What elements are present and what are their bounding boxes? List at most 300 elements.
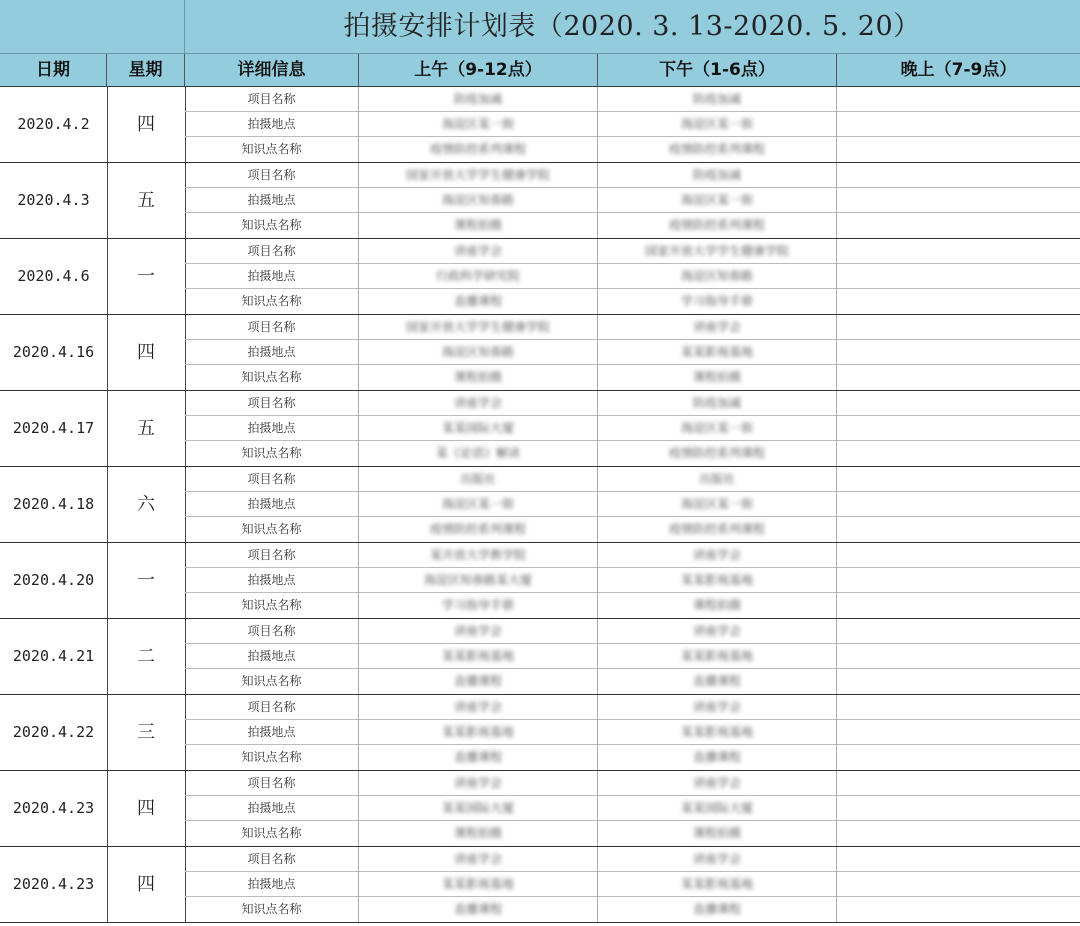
- date-cell[interactable]: 2020.4.23: [0, 771, 108, 846]
- row-label-cell-text: 知识点名称: [241, 370, 302, 384]
- afternoon-cell-text: 讲座学会: [692, 624, 741, 638]
- row-label-cell-text: 拍摄地点: [247, 421, 296, 435]
- title-left-cell[interactable]: [0, 0, 185, 53]
- row-label-cell[interactable]: [185, 188, 359, 213]
- morning-cell-text: 海淀区知春路: [441, 193, 514, 207]
- evening-cell[interactable]: [837, 213, 1080, 238]
- afternoon-cell[interactable]: [598, 467, 837, 492]
- afternoon-cell-text: 海淀区某一街: [680, 421, 753, 435]
- morning-cell-text: 直播课程: [453, 674, 502, 688]
- afternoon-cell-text: 讲座学会: [692, 776, 741, 790]
- afternoon-cell[interactable]: [598, 897, 837, 922]
- row-label-cell-text: 知识点名称: [241, 522, 302, 536]
- row-label-cell[interactable]: [185, 771, 359, 796]
- evening-cell[interactable]: [837, 137, 1080, 162]
- evening-cell[interactable]: [837, 264, 1080, 289]
- detail-row: [185, 517, 1080, 542]
- afternoon-cell[interactable]: [598, 239, 837, 264]
- detail-row: [185, 289, 1080, 314]
- row-label-cell[interactable]: [185, 669, 359, 694]
- weekday-cell[interactable]: 四: [107, 315, 186, 390]
- detail-row: [185, 467, 1080, 492]
- afternoon-cell[interactable]: [598, 87, 837, 112]
- afternoon-cell[interactable]: [598, 340, 837, 365]
- afternoon-cell[interactable]: [598, 315, 837, 340]
- morning-cell-text: 行政科学研究院: [435, 269, 520, 283]
- morning-cell[interactable]: [359, 771, 598, 796]
- evening-cell[interactable]: [837, 593, 1080, 618]
- weekday-cell[interactable]: 四: [107, 771, 186, 846]
- afternoon-cell-text: 某某影视基地: [680, 345, 753, 359]
- sheet-title[interactable]: 拍摄安排计划表（2020. 3. 13-2020. 5. 20）: [343, 11, 921, 42]
- row-label-cell[interactable]: [185, 872, 359, 897]
- afternoon-cell[interactable]: [598, 847, 837, 872]
- morning-cell[interactable]: [359, 897, 598, 922]
- afternoon-cell-text: 某某影视基地: [680, 649, 753, 663]
- morning-cell-text: 讲座学会: [453, 396, 502, 410]
- afternoon-cell[interactable]: [598, 543, 837, 568]
- weekday-cell[interactable]: 三: [107, 695, 186, 770]
- afternoon-cell[interactable]: [598, 796, 837, 821]
- schedule-group: [0, 467, 1080, 543]
- evening-cell[interactable]: [837, 188, 1080, 213]
- morning-cell-text: 讲座学会: [453, 852, 502, 866]
- evening-cell[interactable]: [837, 872, 1080, 897]
- evening-cell[interactable]: [837, 644, 1080, 669]
- morning-cell-text: 海淀区某一街: [441, 497, 514, 511]
- morning-cell-text: 课程拍摄: [453, 218, 502, 232]
- morning-cell-text: 海淀区知春路: [441, 345, 514, 359]
- afternoon-cell-text: 直播课程: [692, 674, 741, 688]
- afternoon-cell-text: 国家开放大学学生健康学院: [644, 244, 789, 258]
- row-label-cell-text: 项目名称: [247, 168, 296, 182]
- row-label-cell-text: 项目名称: [247, 548, 296, 562]
- header-afternoon[interactable]: 下午（1-6点）: [598, 54, 837, 86]
- morning-cell[interactable]: [359, 391, 598, 416]
- morning-cell[interactable]: [359, 745, 598, 770]
- row-label-cell[interactable]: [185, 416, 359, 441]
- row-label-cell-text: 知识点名称: [241, 446, 302, 460]
- row-label-cell[interactable]: [185, 847, 359, 872]
- evening-cell[interactable]: [837, 847, 1080, 872]
- row-label-cell[interactable]: [185, 796, 359, 821]
- evening-cell[interactable]: [837, 695, 1080, 720]
- row-label-cell-text: 项目名称: [247, 776, 296, 790]
- row-label-cell[interactable]: [185, 467, 359, 492]
- evening-cell[interactable]: [837, 416, 1080, 441]
- morning-cell[interactable]: [359, 467, 598, 492]
- row-label-cell-text: 知识点名称: [241, 902, 302, 916]
- afternoon-cell-text: 讲座学会: [692, 852, 741, 866]
- row-label-cell[interactable]: [185, 695, 359, 720]
- detail-row: [185, 315, 1080, 340]
- row-label-cell-text: 拍摄地点: [247, 269, 296, 283]
- afternoon-cell-text: 讲座学会: [692, 548, 741, 562]
- afternoon-cell-text: 讲座学会: [692, 700, 741, 714]
- morning-cell-text: 某某影视基地: [441, 649, 514, 663]
- morning-cell[interactable]: [359, 821, 598, 846]
- header-weekday[interactable]: 星期: [107, 54, 185, 86]
- afternoon-cell[interactable]: [598, 821, 837, 846]
- evening-cell[interactable]: [837, 619, 1080, 644]
- title-row: [0, 0, 1080, 54]
- detail-row: [185, 365, 1080, 390]
- date-cell[interactable]: 2020.4.21: [0, 619, 108, 694]
- morning-cell[interactable]: [359, 517, 598, 542]
- afternoon-cell[interactable]: [598, 188, 837, 213]
- morning-cell[interactable]: [359, 315, 598, 340]
- row-label-cell-text: 知识点名称: [241, 674, 302, 688]
- morning-cell[interactable]: [359, 112, 598, 137]
- row-label-cell-text: 拍摄地点: [247, 497, 296, 511]
- morning-cell[interactable]: [359, 847, 598, 872]
- afternoon-cell[interactable]: [598, 517, 837, 542]
- evening-cell[interactable]: [837, 897, 1080, 922]
- row-label-cell[interactable]: [185, 593, 359, 618]
- detail-row: [185, 213, 1080, 238]
- morning-cell[interactable]: [359, 87, 598, 112]
- row-label-cell[interactable]: [185, 289, 359, 314]
- morning-cell-text: 某某国际大厦: [441, 801, 514, 815]
- detail-row: [185, 619, 1080, 644]
- morning-cell-text: 某开放大学教学院: [429, 548, 526, 562]
- detail-row: [185, 669, 1080, 694]
- date-cell[interactable]: 2020.4.20: [0, 543, 108, 618]
- evening-cell[interactable]: [837, 492, 1080, 517]
- row-label-cell-text: 项目名称: [247, 700, 296, 714]
- row-label-cell-text: 项目名称: [247, 624, 296, 638]
- detail-row: [185, 644, 1080, 669]
- evening-cell[interactable]: [837, 163, 1080, 188]
- afternoon-cell-text: 防疫加减: [692, 92, 741, 106]
- morning-cell-text: 疫情防控系列课程: [429, 142, 526, 156]
- date-cell[interactable]: 2020.4.23: [0, 847, 108, 922]
- schedule-body: [0, 87, 1080, 923]
- weekday-cell[interactable]: 四: [107, 847, 186, 922]
- afternoon-cell[interactable]: [598, 416, 837, 441]
- afternoon-cell[interactable]: [598, 745, 837, 770]
- afternoon-cell-text: 某某国际大厦: [680, 801, 753, 815]
- afternoon-cell[interactable]: [598, 872, 837, 897]
- morning-cell[interactable]: [359, 492, 598, 517]
- morning-cell[interactable]: [359, 568, 598, 593]
- afternoon-cell-text: 疫情防控系列课程: [668, 142, 765, 156]
- afternoon-cell[interactable]: [598, 137, 837, 162]
- evening-cell[interactable]: [837, 441, 1080, 466]
- afternoon-cell-text: 课程拍摄: [692, 370, 741, 384]
- evening-cell[interactable]: [837, 315, 1080, 340]
- schedule-group: [0, 771, 1080, 847]
- morning-cell[interactable]: [359, 872, 598, 897]
- row-label-cell-text: 知识点名称: [241, 598, 302, 612]
- row-label-cell-text: 知识点名称: [241, 826, 302, 840]
- morning-cell[interactable]: [359, 264, 598, 289]
- morning-cell[interactable]: [359, 340, 598, 365]
- row-label-cell[interactable]: [185, 568, 359, 593]
- morning-cell[interactable]: [359, 669, 598, 694]
- weekday-cell[interactable]: 四: [107, 87, 186, 162]
- row-label-cell-text: 拍摄地点: [247, 193, 296, 207]
- evening-cell[interactable]: [837, 720, 1080, 745]
- afternoon-cell-text: 海淀区知春路: [680, 269, 753, 283]
- row-label-cell-text: 知识点名称: [241, 218, 302, 232]
- morning-cell-text: 讲座学会: [453, 776, 502, 790]
- afternoon-cell[interactable]: [598, 441, 837, 466]
- row-label-cell[interactable]: [185, 340, 359, 365]
- row-label-cell[interactable]: [185, 213, 359, 238]
- row-label-cell[interactable]: [185, 441, 359, 466]
- afternoon-cell[interactable]: [598, 289, 837, 314]
- morning-cell[interactable]: [359, 239, 598, 264]
- afternoon-cell-text: 某某影视基地: [680, 725, 753, 739]
- afternoon-cell[interactable]: [598, 695, 837, 720]
- detail-row: [185, 695, 1080, 720]
- row-label-cell[interactable]: [185, 619, 359, 644]
- evening-cell[interactable]: [837, 289, 1080, 314]
- detail-row: [185, 796, 1080, 821]
- afternoon-cell[interactable]: [598, 365, 837, 390]
- row-label-cell-text: 知识点名称: [241, 750, 302, 764]
- morning-cell[interactable]: [359, 796, 598, 821]
- header-evening[interactable]: 晚上（7-9点）: [900, 60, 1017, 80]
- morning-cell-text: 讲座学会: [453, 700, 502, 714]
- afternoon-cell-text: 防疫加减: [692, 396, 741, 410]
- evening-cell[interactable]: [837, 796, 1080, 821]
- detail-row: [185, 543, 1080, 568]
- detail-row: [185, 745, 1080, 770]
- schedule-group: [0, 239, 1080, 315]
- morning-cell-text: 课程拍摄: [453, 826, 502, 840]
- detail-row: [185, 897, 1080, 922]
- morning-cell-text: 海淀区某一街: [441, 117, 514, 131]
- row-label-cell-text: 项目名称: [247, 320, 296, 334]
- afternoon-cell-text: 直播课程: [692, 750, 741, 764]
- detail-row: [185, 188, 1080, 213]
- row-label-cell[interactable]: [185, 492, 359, 517]
- row-label-cell[interactable]: [185, 517, 359, 542]
- morning-cell-text: 某某影视基地: [441, 877, 514, 891]
- evening-cell[interactable]: [837, 365, 1080, 390]
- afternoon-cell-text: 出版社: [698, 472, 735, 486]
- detail-row: [185, 720, 1080, 745]
- afternoon-cell-text: 某某影视基地: [680, 877, 753, 891]
- afternoon-cell[interactable]: [598, 492, 837, 517]
- afternoon-cell[interactable]: [598, 163, 837, 188]
- detail-row: [185, 593, 1080, 618]
- row-label-cell-text: 知识点名称: [241, 142, 302, 156]
- morning-cell-text: 某某国际大厦: [441, 421, 514, 435]
- weekday-cell[interactable]: 二: [107, 619, 186, 694]
- schedule-group: [0, 315, 1080, 391]
- afternoon-cell[interactable]: [598, 720, 837, 745]
- detail-row: [185, 239, 1080, 264]
- afternoon-cell[interactable]: [598, 619, 837, 644]
- afternoon-cell[interactable]: [598, 264, 837, 289]
- schedule-group: [0, 695, 1080, 771]
- date-cell[interactable]: 2020.4.16: [0, 315, 108, 390]
- evening-cell[interactable]: [837, 340, 1080, 365]
- detail-row: [185, 416, 1080, 441]
- morning-cell-text: 防疫加减: [453, 92, 502, 106]
- evening-cell[interactable]: [837, 745, 1080, 770]
- morning-cell[interactable]: [359, 644, 598, 669]
- row-label-cell-text: 拍摄地点: [247, 877, 296, 891]
- morning-cell[interactable]: [359, 188, 598, 213]
- row-label-cell-text: 拍摄地点: [247, 725, 296, 739]
- row-label-cell[interactable]: [185, 112, 359, 137]
- morning-cell-text: 直播课程: [453, 294, 502, 308]
- morning-cell[interactable]: [359, 163, 598, 188]
- row-label-cell-text: 拍摄地点: [247, 649, 296, 663]
- row-label-cell[interactable]: [185, 365, 359, 390]
- afternoon-cell[interactable]: [598, 644, 837, 669]
- detail-row: [185, 492, 1080, 517]
- date-cell[interactable]: 2020.4.17: [0, 391, 108, 466]
- evening-cell[interactable]: [837, 821, 1080, 846]
- morning-cell[interactable]: [359, 441, 598, 466]
- header-row: [0, 54, 1080, 87]
- morning-cell-text: 学习指导手册: [441, 598, 514, 612]
- header-date[interactable]: 日期: [0, 54, 107, 86]
- row-label-cell[interactable]: [185, 745, 359, 770]
- morning-cell-text: 课程拍摄: [453, 370, 502, 384]
- row-label-cell-text: 项目名称: [247, 244, 296, 258]
- evening-cell[interactable]: [837, 391, 1080, 416]
- detail-row: [185, 112, 1080, 137]
- afternoon-cell[interactable]: [598, 669, 837, 694]
- afternoon-cell[interactable]: [598, 112, 837, 137]
- afternoon-cell-text: 防疫加减: [692, 168, 741, 182]
- morning-cell[interactable]: [359, 593, 598, 618]
- morning-cell[interactable]: [359, 619, 598, 644]
- row-label-cell[interactable]: [185, 644, 359, 669]
- row-label-cell[interactable]: [185, 315, 359, 340]
- morning-cell[interactable]: [359, 289, 598, 314]
- row-label-cell[interactable]: [185, 137, 359, 162]
- morning-cell[interactable]: [359, 213, 598, 238]
- afternoon-cell-text: 疫情防控系列课程: [668, 218, 765, 232]
- row-label-cell[interactable]: [185, 821, 359, 846]
- schedule-group: [0, 619, 1080, 695]
- evening-cell[interactable]: [837, 771, 1080, 796]
- weekday-cell[interactable]: 五: [107, 163, 186, 238]
- schedule-group: [0, 163, 1080, 239]
- afternoon-cell-text: 疫情防控系列课程: [668, 522, 765, 536]
- row-label-cell[interactable]: [185, 163, 359, 188]
- row-label-cell-text: 知识点名称: [241, 294, 302, 308]
- evening-cell[interactable]: [837, 87, 1080, 112]
- afternoon-cell[interactable]: [598, 391, 837, 416]
- detail-row: [185, 771, 1080, 796]
- morning-cell[interactable]: [359, 416, 598, 441]
- afternoon-cell-text: 海淀区某一街: [680, 193, 753, 207]
- afternoon-cell[interactable]: [598, 213, 837, 238]
- evening-cell[interactable]: [837, 467, 1080, 492]
- afternoon-cell-text: 直播课程: [692, 902, 741, 916]
- evening-cell[interactable]: [837, 543, 1080, 568]
- row-label-cell-text: 项目名称: [247, 92, 296, 106]
- morning-cell-text: 直播课程: [453, 750, 502, 764]
- detail-row: [185, 87, 1080, 112]
- morning-cell-text: 讲座学会: [453, 244, 502, 258]
- morning-cell-text: 某某影视基地: [441, 725, 514, 739]
- row-label-cell[interactable]: [185, 543, 359, 568]
- schedule-group: [0, 543, 1080, 619]
- afternoon-cell[interactable]: [598, 771, 837, 796]
- afternoon-cell-text: 某某影视基地: [680, 573, 753, 587]
- detail-row: [185, 340, 1080, 365]
- detail-row: [185, 821, 1080, 846]
- morning-cell-text: 国家开放大学学生健康学院: [405, 168, 550, 182]
- afternoon-cell-text: 讲座学会: [692, 320, 741, 334]
- row-label-cell[interactable]: [185, 239, 359, 264]
- morning-cell-text: 海淀区知春路某大厦: [423, 573, 532, 587]
- detail-row: [185, 391, 1080, 416]
- header-morning[interactable]: 上午（9-12点）: [359, 54, 598, 86]
- row-label-cell[interactable]: [185, 720, 359, 745]
- date-cell[interactable]: 2020.4.18: [0, 467, 108, 542]
- row-label-cell-text: 项目名称: [247, 852, 296, 866]
- afternoon-cell-text: 学习指导手册: [680, 294, 753, 308]
- afternoon-cell[interactable]: [598, 593, 837, 618]
- row-label-cell-text: 拍摄地点: [247, 117, 296, 131]
- evening-cell[interactable]: [837, 568, 1080, 593]
- morning-cell[interactable]: [359, 365, 598, 390]
- weekday-cell[interactable]: 一: [107, 239, 186, 314]
- row-label-cell[interactable]: [185, 897, 359, 922]
- detail-row: [185, 137, 1080, 162]
- row-label-cell-text: 拍摄地点: [247, 573, 296, 587]
- weekday-cell[interactable]: 一: [107, 543, 186, 618]
- afternoon-cell-text: 课程拍摄: [692, 826, 741, 840]
- morning-cell[interactable]: [359, 543, 598, 568]
- afternoon-cell[interactable]: [598, 568, 837, 593]
- date-cell[interactable]: 2020.4.22: [0, 695, 108, 770]
- evening-cell[interactable]: [837, 112, 1080, 137]
- morning-cell-text: 国家开放大学学生健康学院: [405, 320, 550, 334]
- morning-cell[interactable]: [359, 720, 598, 745]
- morning-cell[interactable]: [359, 137, 598, 162]
- row-label-cell[interactable]: [185, 391, 359, 416]
- afternoon-cell-text: 海淀区某一街: [680, 117, 753, 131]
- morning-cell-text: 出版社: [459, 472, 496, 486]
- weekday-cell[interactable]: 六: [107, 467, 186, 542]
- evening-cell[interactable]: [837, 239, 1080, 264]
- date-cell[interactable]: 2020.4.2: [0, 87, 108, 162]
- evening-cell[interactable]: [837, 669, 1080, 694]
- date-cell[interactable]: 2020.4.3: [0, 163, 108, 238]
- weekday-cell[interactable]: 五: [107, 391, 186, 466]
- afternoon-cell-text: 疫情防控系列课程: [668, 446, 765, 460]
- schedule-group: [0, 847, 1080, 923]
- row-label-cell-text: 拍摄地点: [247, 801, 296, 815]
- evening-cell[interactable]: [837, 517, 1080, 542]
- row-label-cell[interactable]: [185, 264, 359, 289]
- morning-cell[interactable]: [359, 695, 598, 720]
- detail-row: [185, 847, 1080, 872]
- date-cell[interactable]: 2020.4.6: [0, 239, 108, 314]
- header-detail[interactable]: 详细信息: [185, 54, 359, 86]
- detail-row: [185, 264, 1080, 289]
- afternoon-cell-text: 课程拍摄: [692, 598, 741, 612]
- row-label-cell[interactable]: [185, 87, 359, 112]
- schedule-group: [0, 391, 1080, 467]
- morning-cell-text: 直播课程: [453, 902, 502, 916]
- afternoon-cell-text: 海淀区某一街: [680, 497, 753, 511]
- detail-row: [185, 872, 1080, 897]
- morning-cell-text: 疫情防控系列课程: [429, 522, 526, 536]
- detail-row: [185, 441, 1080, 466]
